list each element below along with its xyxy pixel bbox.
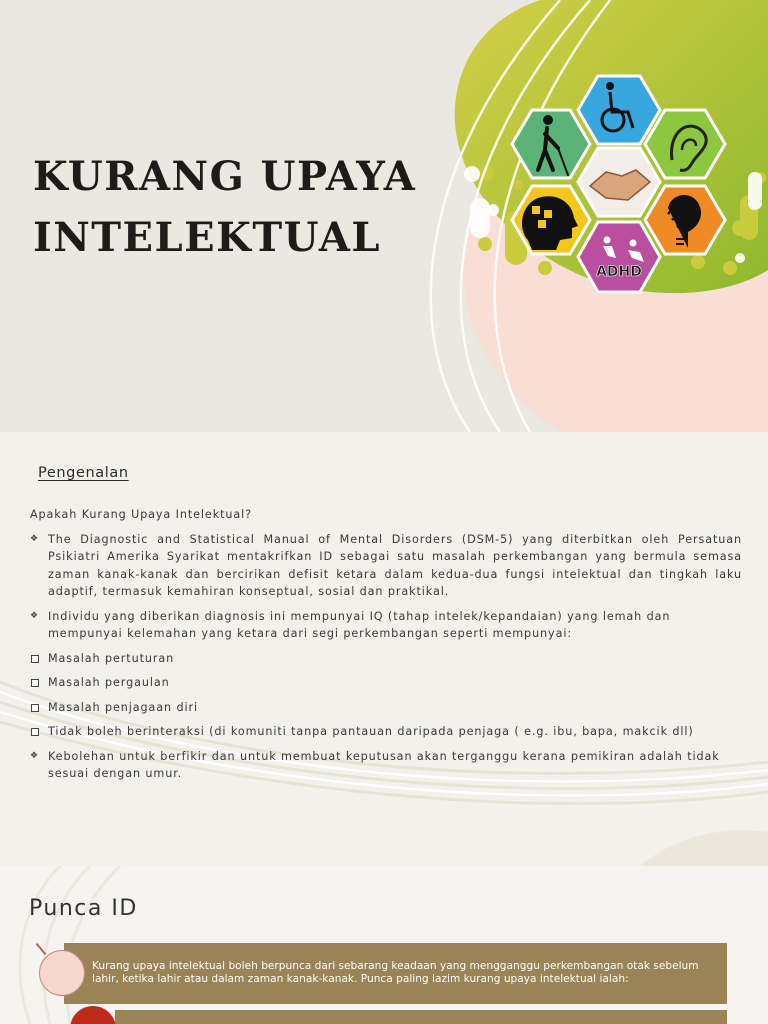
diamond-bullet-icon: ❖ xyxy=(30,610,39,621)
causes-slide xyxy=(0,866,768,1024)
square-bullet-icon xyxy=(31,728,39,736)
cause-box-2 xyxy=(115,1010,727,1024)
list-item-text: Individu yang diberikan diagnosis ini mempunyai IQ (tahap intelek/kepandaian) yang lemah dan mempunyai kelemahan yang ketara dari segi perkembangan seperti mempunyai: xyxy=(48,609,671,640)
introduction-slide xyxy=(0,432,768,866)
list-item xyxy=(30,723,742,741)
cause-description-box xyxy=(64,943,727,1004)
list-item-text: Masalah pergaulan xyxy=(48,676,170,689)
list-item xyxy=(30,699,742,717)
circle-marker xyxy=(39,950,85,996)
list-item xyxy=(30,650,742,668)
list-item-text: Masalah penjagaan diri xyxy=(48,700,199,714)
list-item-text: The Diagnostic and Statistical Manual of Mental Disorders (DSM-5) yang diterbitkan oleh Persatuan Psikiatri Amerika Syarikat mentakrifkan ID sebagai satu masalah perkembangan yang bermula semasa zaman kanak-kanak dan bercirikan defisit ketara dalam kedua-dua fungsi intelektual dan tingkah laku adaptif, termasuk kemahiran konseptual, sosial dan praktikal. xyxy=(48,532,742,598)
list-item-text: Masalah pertuturan xyxy=(48,651,175,665)
diamond-bullet-icon: ❖ xyxy=(30,750,39,761)
adhd-icon xyxy=(578,222,660,292)
list-item-text: Kebolehan untuk berfikir dan untuk membuat keputusan akan terganggu kerana pemikiran adalah tidak sesuai dengan umur. xyxy=(48,749,720,780)
list-item xyxy=(30,748,742,783)
cause-description-text: Kurang upaya intelektual boleh berpunca dari sebarang keadaan yang mengganggu perkembangan otak sebelum lahir, ketika lahir atau dalam zaman kanak-kanak. Punca paling lazim kurang upaya intelektual ialah: xyxy=(92,960,699,985)
list-item-text: Tidak boleh berinteraksi (di komuniti tanpa pantauan daripada penjaga ( e.g. ibu, bapa, makcik dll) xyxy=(48,725,694,738)
title-line-2: INTELEKTUAL xyxy=(33,214,381,261)
list-item xyxy=(30,608,742,643)
list-item xyxy=(30,531,742,601)
intro-content xyxy=(30,506,742,790)
section-heading: Pengenalan xyxy=(38,465,129,481)
diamond-bullet-icon: ❖ xyxy=(30,533,39,544)
square-bullet-icon xyxy=(31,655,39,663)
title-slide xyxy=(0,0,768,432)
square-bullet-icon xyxy=(31,679,39,687)
svg-text:ADHD: ADHD xyxy=(596,264,642,280)
list-item xyxy=(30,674,742,692)
intro-question: Apakah Kurang Upaya Intelektual? xyxy=(30,508,252,521)
ear-icon xyxy=(645,110,725,178)
title-line-1: KURANG UPAYA xyxy=(33,153,417,200)
disability-icon-cluster xyxy=(0,0,768,432)
slide-title: Punca ID xyxy=(29,896,138,921)
square-bullet-icon xyxy=(31,704,39,712)
